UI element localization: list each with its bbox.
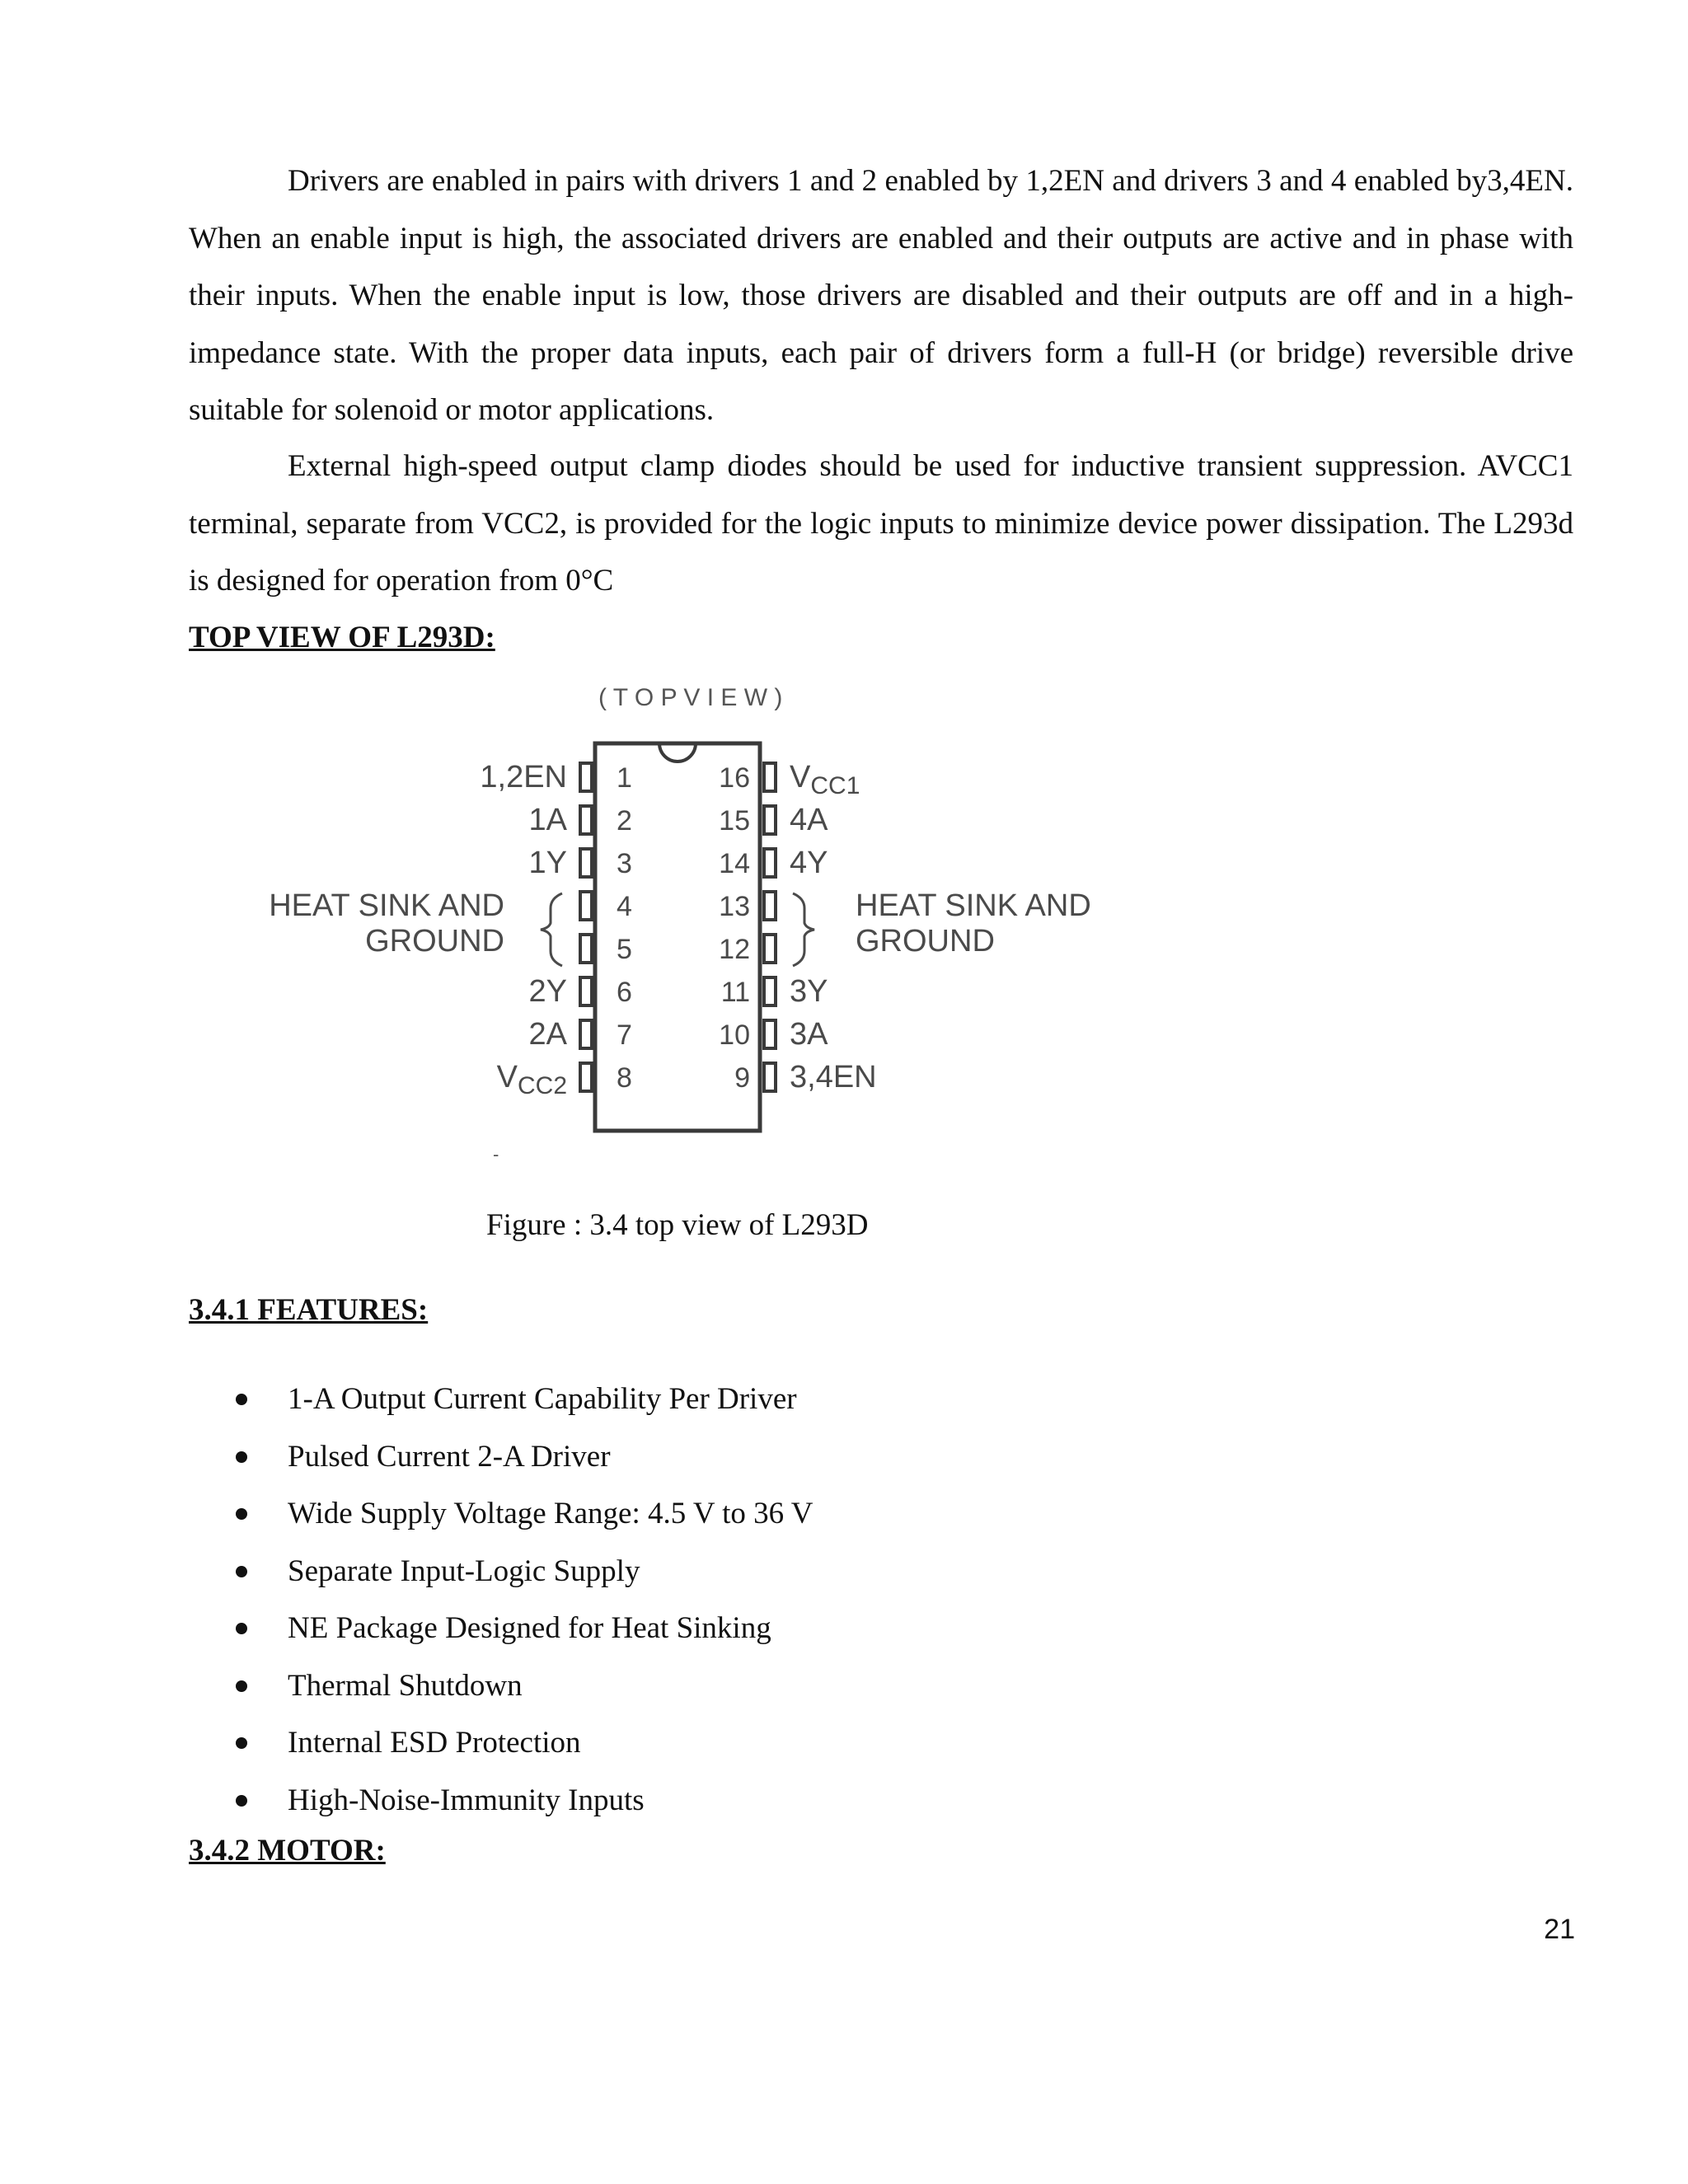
pin-number: 7 [617, 1019, 632, 1051]
pin-number: 12 [719, 934, 750, 965]
feature-item [189, 1485, 813, 1543]
package-view-label-cropped: ( T O P V I E W ) [598, 686, 783, 711]
pin-11-lead [764, 977, 776, 1005]
heat-sink-label-right: HEAT SINK AND [856, 888, 1091, 923]
intro-paragraph: Drivers are enabled in pairs with drivers 1 and 2 enabled by 1,2EN and drivers 3 and 4 enabled by3,4EN. When an enable input is high, the associated drivers are enabled and their outputs are active and in phase with their inputs. When the enable input is low, those drivers are disabled and their outputs are off and in a high-impedance state. With the proper data inputs, each pair of drivers form a full-H (or bridge) reversible drive suitable for solenoid or motor applications. [189, 164, 1573, 427]
ground-label-left: GROUND [365, 924, 504, 958]
pin-7-label: 2A [528, 1017, 567, 1052]
pin-7-lead [580, 1020, 592, 1048]
pin-5-lead [580, 935, 592, 963]
bullet-icon [236, 1737, 247, 1749]
pin-1-label: 1,2EN [480, 760, 567, 794]
pin-number: 1 [617, 762, 632, 794]
pin-number: 16 [719, 762, 750, 794]
pin-number: 11 [720, 977, 750, 1008]
pin-number: 2 [617, 805, 632, 837]
feature-text: NE Package Designed for Heat Sinking [288, 1611, 771, 1645]
pin-6-lead [580, 977, 592, 1005]
pin-12-lead [764, 935, 776, 963]
feature-text: Pulsed Current 2-A Driver [288, 1439, 611, 1474]
pin-number: 3 [617, 848, 632, 879]
pin-15-label: 4A [790, 803, 828, 837]
svg-text:-: - [493, 1144, 499, 1165]
feature-text: Wide Supply Voltage Range: 4.5 V to 36 V [288, 1497, 814, 1530]
right-brace-icon [793, 893, 814, 966]
pin-3-lead [580, 849, 592, 877]
bullet-icon [236, 1451, 247, 1463]
pin-6-label: 2Y [528, 974, 567, 1009]
pin-8-lead [580, 1063, 592, 1091]
feature-text: Internal ESD Protection [288, 1726, 581, 1760]
page-number: 21 [1544, 1914, 1575, 1945]
pin-number: 9 [734, 1062, 750, 1094]
feature-item [189, 1428, 813, 1486]
pin-3-label: 1Y [528, 846, 567, 880]
bullet-icon [236, 1566, 247, 1577]
feature-item [189, 1657, 813, 1715]
pin-number: 13 [719, 891, 750, 922]
pin-number: 8 [617, 1062, 632, 1094]
feature-text: High-Noise-Immunity Inputs [288, 1783, 645, 1817]
motor-heading: 3.4.2 MOTOR: [189, 1834, 386, 1868]
pin-13-lead [764, 892, 776, 920]
feature-item [189, 1600, 813, 1657]
pin-4-lead [580, 892, 592, 920]
feature-text: Thermal Shutdown [288, 1668, 523, 1703]
feature-item [189, 1371, 813, 1428]
pin-9-lead [764, 1063, 776, 1091]
feature-text: Separate Input-Logic Supply [288, 1554, 640, 1588]
feature-item [189, 1714, 813, 1772]
pin-number: 4 [617, 891, 632, 922]
feature-item [189, 1543, 813, 1601]
pin-15-lead [764, 806, 776, 834]
figure-caption: Figure : 3.4 top view of L293D [486, 1208, 869, 1242]
pin-1-lead [580, 763, 592, 791]
pin-2-label: 1A [528, 803, 567, 837]
pin-number: 10 [719, 1019, 750, 1051]
pin-number: 5 [617, 934, 632, 965]
pin-16-lead [764, 763, 776, 791]
bullet-icon [236, 1508, 247, 1520]
pin-2-lead [580, 806, 592, 834]
pin-9-label: 3,4EN [790, 1060, 877, 1094]
pin-14-lead [764, 849, 776, 877]
pin-number: 6 [617, 977, 632, 1008]
bullet-icon [236, 1394, 247, 1405]
pin-14-label: 4Y [790, 846, 828, 880]
pin-number: 14 [719, 848, 750, 879]
bullet-icon [236, 1680, 247, 1692]
bullet-icon [236, 1623, 247, 1634]
pin-10-lead [764, 1020, 776, 1048]
features-list [189, 1371, 813, 1829]
heat-sink-label-left: HEAT SINK AND [269, 888, 504, 923]
bullet-icon [236, 1795, 247, 1807]
features-heading: 3.4.1 FEATURES: [189, 1293, 429, 1327]
pin-number: 15 [719, 805, 750, 837]
pin-8-label: $V_{CC2}$ [496, 1060, 567, 1099]
pin-11-label: 3Y [790, 974, 828, 1009]
clamp-diode-paragraph: External high-speed output clamp diodes should be used for inductive transient suppression. AVCC1 terminal, separate from VCC2, is provided for the logic inputs to minimize device power dissipation. The L293d is designed for operation from 0°C [189, 449, 1573, 598]
top-view-heading: TOP VIEW OF L293D: [189, 621, 495, 654]
ground-label-right: GROUND [856, 924, 995, 958]
feature-item [189, 1772, 813, 1830]
pin-10-label: 3A [790, 1017, 828, 1052]
pin-16-label: $V_{CC1}$ [790, 760, 860, 799]
feature-text: 1-A Output Current Capability Per Driver [288, 1382, 797, 1416]
left-brace-icon [541, 893, 562, 966]
l293d-pinout-diagram [223, 686, 1179, 1180]
